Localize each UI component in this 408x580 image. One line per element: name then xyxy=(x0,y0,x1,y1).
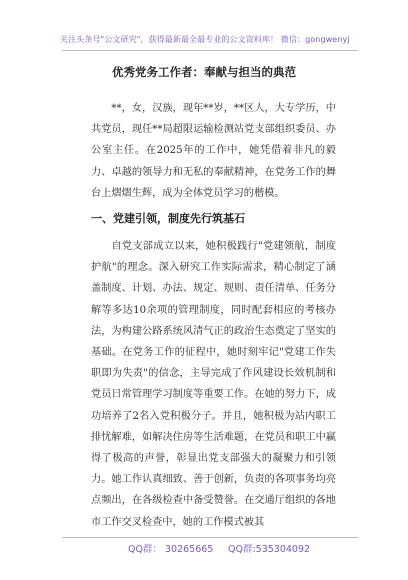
footer-qq-group-left: QQ群： 30265665 xyxy=(128,544,214,555)
intro-text: **，女，汉族，现年**岁，**区人，大专学历，中共党员，现任**局超限运输检测站党支部组织委员、办公室主任。在2025年的工作中，她凭借着非凡的毅力、卓越的领导力和无私的奉献精神，在党务工作的舞台上熠熠生辉，成为全体党员学习的楷模。 xyxy=(91,103,336,199)
section-heading: 一、党建引领，制度先行筑基石 xyxy=(91,212,245,225)
intro-paragraph xyxy=(91,98,336,204)
header-banner: 关注头条号"公文研究"，获得最新最全最专业的公文资料库！ 微信：gongwenyj xyxy=(60,35,350,44)
section-body xyxy=(91,236,336,533)
section-text: 自党支部成立以来，她积极践行"党建领航，制度护航"的理念。深入研究工作实际需求，精心制定了涵盖制度、计划、办法、规定、规则、责任清单、任务分解等多达10余项的管理制度，同时配套相应的考核办法，为构建公路系统风清气正的政治生态奠定了坚实的基础。在党务工作的征程中，她时刻牢记"党建工作失职即为失责"的信念，主导完成了作风建设长效机制和党员日常管理学习制度等重要工作。在她的努力下，成功培养了2名入党积极分子。并且，她积极为站内职工排忧解难，如解决住房等生活难题，在党员和职工中赢得了极高的声誉，彰显出党支部强大的凝聚力和引领力。她工作认真细致、善于创新，负责的各项事务均亮点频出，在各级检查中备受赞誉。在交通厅组织的各地市工作交叉检查中，她的工作模式被其 xyxy=(91,241,336,528)
footer-divider xyxy=(62,537,358,538)
document-title: 优秀党务工作者：奉献与担当的典范 xyxy=(112,65,296,79)
header-divider xyxy=(62,50,358,51)
footer-qq-group-right: QQ群:535304092 xyxy=(228,544,311,555)
